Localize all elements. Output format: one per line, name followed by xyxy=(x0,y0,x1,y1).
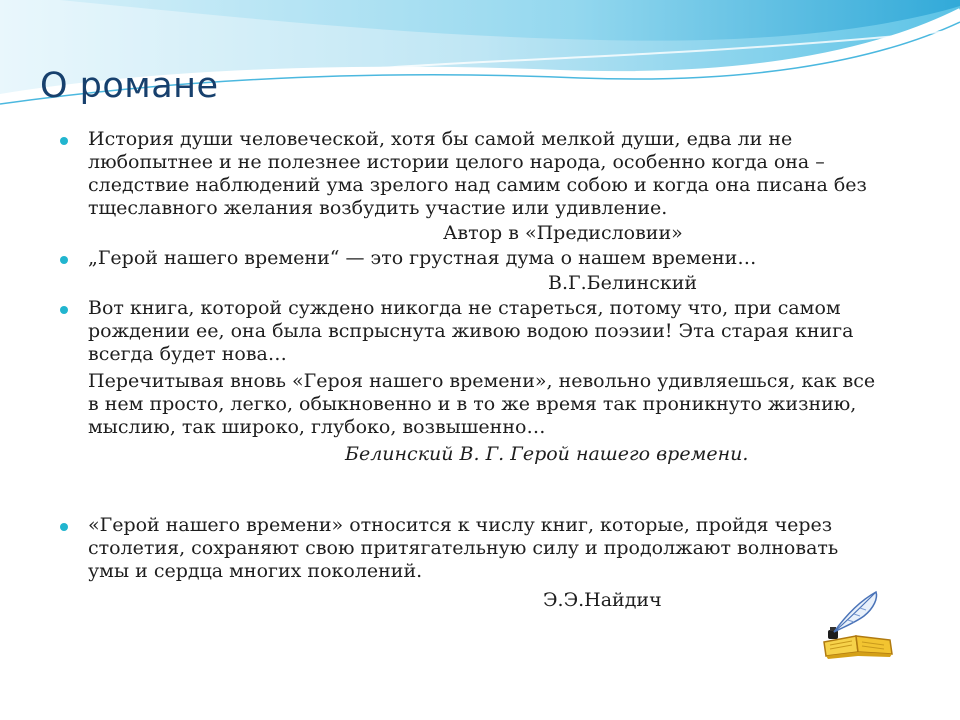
quill-book-icon xyxy=(818,590,898,662)
bullet-dot-icon xyxy=(60,256,68,264)
quote-attribution: Автор в «Предисловии» xyxy=(443,222,683,244)
list-item xyxy=(60,247,880,295)
list-item xyxy=(60,514,880,612)
quote-text: «Герой нашего времени» относится к числу книг, которые, пройдя через столетия, сохраняют свою притягательную силу и продолжают волновать умы и сердца многих поколений. xyxy=(88,514,839,582)
slide-content xyxy=(60,128,880,612)
quote-text-continued: Перечитывая вновь «Героя нашего времени», невольно удивляешься, как все в нем просто, легко, обыкновенно и в то же время так проникнуто жизнию, мыслию, так широко, глубоко, возвышенно… xyxy=(88,370,876,438)
list-item xyxy=(60,297,880,466)
quote-text: Вот книга, которой суждено никогда не стареться, потому что, при самом рождении ее, она была вспрыснута живою водою поэзии! Эта старая книга всегда будет нова… xyxy=(88,297,854,365)
bullet-dot-icon xyxy=(60,137,68,145)
quote-attribution: В.Г.Белинский xyxy=(548,272,698,294)
quote-attribution: Белинский В. Г. Герой нашего времени. xyxy=(345,443,749,465)
bullet-dot-icon xyxy=(60,523,68,531)
quote-text: „Герой нашего времени“ — это грустная дума о нашем времени… xyxy=(88,247,757,269)
slide-title: О романе xyxy=(40,66,219,106)
quote-attribution: Э.Э.Найдич xyxy=(543,589,662,611)
quote-text: История души человеческой, хотя бы самой мелкой души, едва ли не любопытнее и не полезнее истории целого народа, особенно когда она – следствие наблюдений ума зрелого над самим собою и когда она писана без тщеславного желания возбудить участие или удивление. xyxy=(88,128,867,219)
bullet-dot-icon xyxy=(60,306,68,314)
list-item xyxy=(60,128,880,245)
